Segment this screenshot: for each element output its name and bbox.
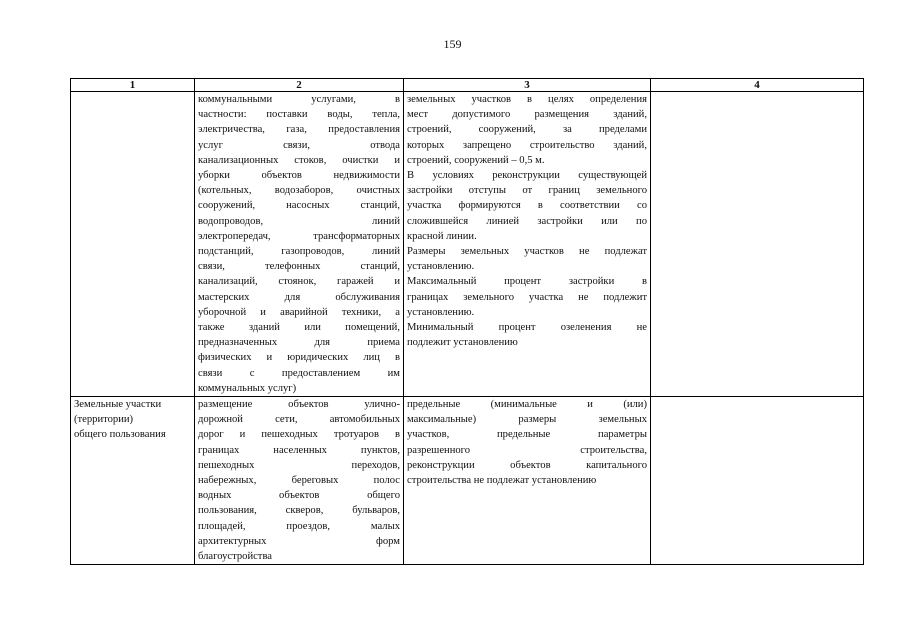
cell-text-line: Размеры земельных участков не подлежат	[407, 246, 647, 258]
cell-text-line: коммунальных услуг)	[198, 382, 297, 394]
cell-text-line: границах населенных пунктов,	[198, 444, 400, 456]
cell-text-line: разрешенного строительства,	[407, 444, 647, 456]
cell-text-line: установлению.	[407, 306, 475, 318]
cell-text-line: архитектурных форм	[198, 535, 400, 547]
cell-text-line: мест допустимого размещения зданий,	[407, 109, 647, 121]
cell-text-line: пешеходных переходов,	[198, 459, 400, 471]
cell-text-line: подстанций, газопроводов, линий	[198, 246, 400, 258]
cell-text-line: максимальные) размеры земельных	[407, 414, 647, 426]
cell-text-line: пользования, скверов, бульваров,	[198, 505, 400, 517]
cell-text-line: набережных, береговых полос	[198, 475, 400, 487]
cell-text-line: сооружений, насосных станций,	[198, 200, 400, 212]
cell-text-line: участков, предельные параметры	[407, 429, 647, 441]
cell-text-line: физических и юридических лиц в	[198, 352, 400, 364]
row-1-land-type	[71, 92, 195, 397]
cell-text-line: Земельные участки	[74, 399, 162, 411]
cell-text-line: площадей, проездов, малых	[198, 520, 400, 532]
header-cell-1: 1	[71, 79, 195, 92]
cell-text-line: установлению.	[407, 261, 475, 273]
row-1-permitted-use	[195, 92, 404, 397]
cell-text-line: мастерских для обслуживания	[198, 291, 400, 303]
cell-text-line: земельных участков в целях определения	[407, 94, 647, 105]
cell-text-line: электропередач, трансформаторных	[198, 230, 400, 242]
cell-text-line: предназначенных для приема	[198, 337, 400, 349]
cell-text-line: Минимальный процент озеленения не	[407, 322, 647, 334]
cell-text-line: благоустройства	[198, 551, 273, 563]
cell-text-line: сложившейся линией застройки или по	[407, 215, 647, 227]
cell-text-line: коммунальными услугами, в	[198, 94, 400, 105]
table-header-row	[71, 79, 864, 92]
cell-text-line: уборки объектов недвижимости	[198, 170, 400, 182]
cell-text-line: также зданий или помещений,	[198, 322, 400, 334]
zoning-table	[70, 78, 864, 565]
cell-text-line: водных объектов общего	[198, 490, 400, 502]
table-row	[71, 397, 864, 565]
table-row	[71, 92, 864, 397]
cell-text-line: реконструкции объектов капитального	[407, 459, 647, 471]
cell-text-line: Максимальный процент застройки в	[407, 276, 647, 288]
header-cell-3: 3	[404, 79, 651, 92]
cell-text-line: подлежит установлению	[407, 337, 518, 349]
header-cell-2: 2	[195, 79, 404, 92]
page-number: 159	[443, 37, 462, 51]
cell-text-line: канализаций, стоянок, гаражей и	[198, 276, 400, 288]
cell-text-line: предельные (минимальные и (или)	[407, 399, 647, 411]
cell-text-line: которых запрещено строительство зданий,	[407, 139, 647, 151]
row-1-notes	[651, 92, 864, 397]
cell-text-line: дорожной сети, автомобильных	[198, 414, 400, 426]
cell-text-line: строений, сооружений, за пределами	[407, 124, 647, 136]
row-2-parameters	[404, 397, 651, 565]
cell-text-line: канализационных стоков, очистки и	[198, 154, 400, 166]
cell-text-line: В условиях реконструкции существующей	[407, 170, 647, 182]
cell-text-line: застройки отступы от границ земельного	[407, 185, 647, 197]
cell-text-line: общего пользования	[74, 429, 166, 441]
cell-text-line: электричества, газа, предоставления	[198, 124, 400, 136]
header-cell-4: 4	[651, 79, 864, 92]
cell-text-line: связи, телефонных станций,	[198, 261, 400, 273]
cell-text-line: частности: поставки воды, тепла,	[198, 109, 400, 121]
cell-text-line: участка формируются в соответствии со	[407, 200, 647, 212]
cell-text-line: строительства не подлежат установлению	[407, 475, 597, 487]
cell-text-line: (территории)	[74, 414, 134, 426]
cell-text-line: красной линии.	[407, 230, 477, 242]
cell-text-line: услуг связи, отвода	[198, 139, 400, 151]
row-2-permitted-use	[195, 397, 404, 565]
row-2-notes	[651, 397, 864, 565]
cell-text-line: размещение объектов улично-	[198, 399, 400, 411]
cell-text-line: (котельных, водозаборов, очистных	[198, 185, 400, 197]
cell-text-line: границах земельного участка не подлежит	[407, 291, 647, 303]
cell-text-line: строений, сооружений – 0,5 м.	[407, 154, 545, 166]
row-1-parameters	[404, 92, 651, 397]
row-2-land-type	[71, 397, 195, 565]
cell-text-line: водопроводов, линий	[198, 215, 400, 227]
cell-text-line: уборочной и аварийной техники, а	[198, 306, 400, 318]
cell-text-line: дорог и пешеходных тротуаров в	[198, 429, 400, 441]
cell-text-line: связи с предоставлением им	[198, 367, 400, 379]
